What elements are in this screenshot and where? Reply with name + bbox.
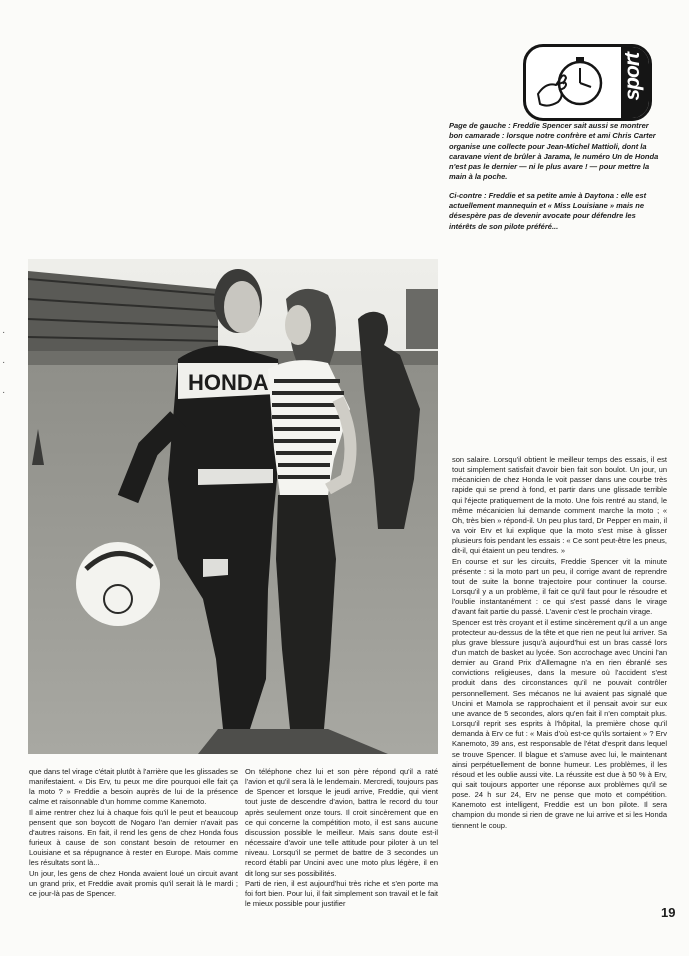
column-right-text: son salaire. Lorsqu'il obtient le meilleur temps des essais, il est tout simplement satisfait d'avoir bien fait son boulot. Un jour, un mécanicien de chez Honda le voit passer dans une courbe très rapide qui se prend à fond, et partir dans une glissade terrible qui l'éjecte pratiquement de la moto. Une fois rentré au stand, le même mécanicien lui demande comment marche la moto ; « Oh, très bien » répond-il. Un peu plus tard, Dr Pepper en main, il va voir Erv et lui explique que la moto s'est mise à glisser plusieurs fois pendant les essais : « Ce sont peut-être les pneus, dit-il, qui étaient un peu tendres. » En course et sur les circuits, Freddie Spencer vit la minute présente : si la moto part un peu, il corrige avant de reprendre tout de suite la bonne trajectoire pour continuer la course. Lorsqu'il y a un problème, il fait ce qu'il faut pour le résoudre et l'oublie instantanément : ce qui s'est passé dans le virage d'avant fait partie du passé. L'avenir c'est le prochain virage. Spencer est très croyant et il estime sincèrement qu'il a un ange protecteur au-dessus de la tête et que rien ne peut lui arriver. Sa plus grave blessure jusqu'à aujourd'hui est un bras cassé lors d'un match de basket au lycée. Son accrochage avec Uncini l'an dernier au Grand Prix d'Allemagne n'a en rien ébranlé ses convictions religieuses, dans la mesure où l'accident s'est produit dans des circonstances qu'il ne pouvait contrôler personnellement. Ses mécanos ne lui avaient pas signalé que Uncini et Mamola se rapprochaient et il pensait avoir sur eux une avance de 5 secondes, alors qu'en fait il n'en comptait plus. Lorsqu'il reprit ses esprits à l'hôpital, la première chose qu'il demanda à Erv ce fut : « Mais d'où est-ce qu'ils sortaient » ? Erv Kanemoto, 39 ans, est responsable de l'état d'esprit dans lequel se trouve Spencer. Il blague et s'amuse avec lui, le maintenant ainsi perpétuellement de bonne humeur. Les problèmes, il les résoud et les oublie aussi vite. La réussite est due à 50 % à Erv, qui sait toujours apporter une réponse aux problèmes qu'il se pose. 24 h sur 24, Erv ne pense que moto et compétition. Kanemoto est intelligent, Freddie est un bon pilote. Il sera champion du monde si rien de grave ne lui arrive et si les Honda tiennent le coup. xyxy=(452,455,667,830)
caption-opposite: Ci-contre : Freddie et sa petite amie à Daytona : elle est actuellement mannequin et « Miss Louisiane » mais ne désespère pas de devenir avocate pour défendre les intérêts de son pilote préféré... xyxy=(449,190,647,231)
column-middle-text: On téléphone chez lui et son père répond qu'il a raté l'avion et qu'il sera là le lendemain. Mercredi, toujours pas de Spencer et lorsque le jeudi arrive, Freddie, qui vient tout juste de descendre d'avion, battra le record du tour après seulement onze tours. Il croit sincèrement que en ce qui concerne la compétition moto, il est sans aucune discussion possible le meilleur. Mais sans doute est-il nécessaire d'avoir une telle attitude pour piloter à un tel niveau. Lorsqu'il se permet de battre de 3 secondes un record établi par Uncini avec une moto plus légère, il en dit long sur ses possibilités. Parti de rien, il est aujourd'hui très riche et s'en porte ma foi fort bien. Pour lui, il fait simplement son travail et le fait le mieux possible pour justifier xyxy=(245,767,438,909)
caption-left-page: Page de gauche : Freddie Spencer sait aussi se montrer bon camarade : lorsque notre confrère et ami Chris Carter organise une collecte pour Jean-Michel Mattioli, dont la caravane vient de brûler à Jarama, le numéro Un de Honda n'est pas le dernier — ni le plus avare ! — pour mettre la main à la poche. xyxy=(449,121,659,182)
column-left-text: que dans tel virage c'était plutôt à l'arrière que les glissades se manifestaient. « Dis Erv, tu peux me dire pourquoi elle fait ça la moto ? » Freddie a besoin auprès de lui de la présence calme et raisonnable d'un homme comme Kanemoto. Il aime rentrer chez lui à chaque fois qu'il le peut et beaucoup pensent que son boycott de Nogaro l'an dernier n'avait pas d'autres raisons. En fait, il rend les gens de chez Honda fous furieux à cause de son constant besoin de retourner en Louisiane et sa répugnance à rester en Europe. Mais comme les résultats sont là... Un jour, les gens de chez Honda avaient loué un circuit avant un grand prix, et Freddie avait promis qu'il serait là le mardi ; ce jour-là pas de Spencer. xyxy=(29,767,238,898)
photo-spencer-daytona xyxy=(28,259,438,754)
leathers-lettering: HONDA xyxy=(188,370,269,395)
sport-logo xyxy=(523,44,652,121)
photo-illustration xyxy=(28,259,438,754)
margin-marks: · · · xyxy=(2,327,6,398)
text-column-middle xyxy=(245,767,438,909)
text-column-left xyxy=(29,767,238,899)
logo-word: sport xyxy=(621,53,644,101)
stopwatch-hand-icon xyxy=(534,52,620,114)
caption-block xyxy=(449,121,664,232)
page-number: 19 xyxy=(661,905,676,920)
text-column-right xyxy=(452,455,667,831)
